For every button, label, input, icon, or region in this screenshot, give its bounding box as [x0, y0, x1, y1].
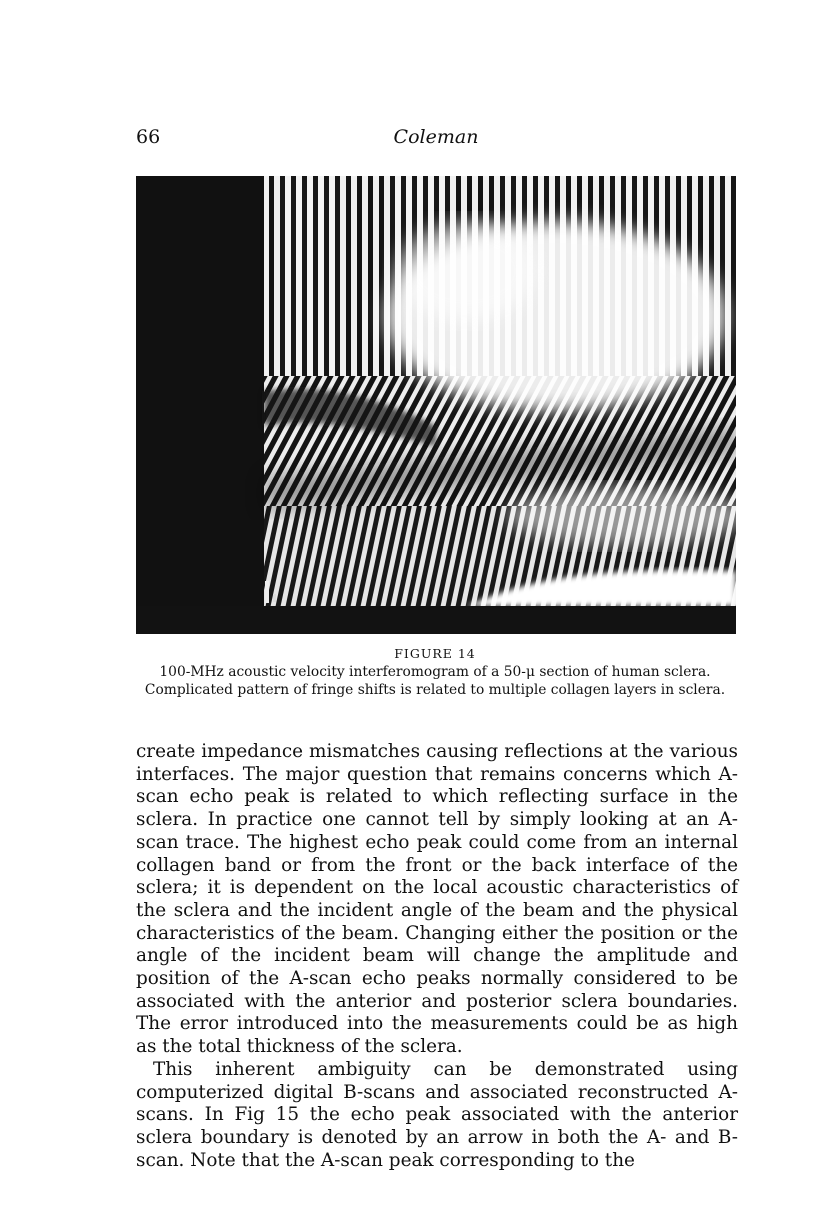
figure-caption: [120, 645, 750, 699]
running-head: Coleman: [393, 126, 479, 148]
paragraph: create impedance mismatches causing reflections at the various interfaces. The major question that remains concerns which A-scan echo peak is related to which reflecting surface in the sclera. In practice one cannot tell by simply looking at an A-scan trace. The highest echo peak could come from an internal collagen band or from the front or the back interface of the sclera; it is dependent on the local acoustic characteristics of the sclera and the incident angle of the beam and the physical characteristics of the beam. Changing either the position or the angle of the incident beam will change the amplitude and position of the A-scan echo peaks normally considered to be associated with the anterior and posterior sclera boundaries. The error introduced into the measurements could be as high as the total thickness of the sclera.: [136, 741, 738, 1058]
figure-interferogram: [136, 176, 736, 634]
paragraph: This inherent ambiguity can be demonstrated using computerized digital B-scans and associated reconstructed A-scans. In Fig 15 the echo peak associated with the anterior sclera boundary is denoted by an arrow in both the A- and B-scan. Note that the A-scan peak corresponding to the: [136, 1058, 738, 1171]
page-number: 66: [136, 126, 161, 148]
figure-caption-text: 100-MHz acoustic velocity interferomogram of a 50-μ section of human sclera. Complicated pattern of fringe shifts is related to multiple collagen layers in sclera.: [144, 664, 726, 698]
interferogram-image: [136, 176, 736, 634]
figure-label: FIGURE 14: [394, 646, 476, 661]
page-header: [136, 126, 736, 150]
body-text: [136, 741, 738, 1172]
